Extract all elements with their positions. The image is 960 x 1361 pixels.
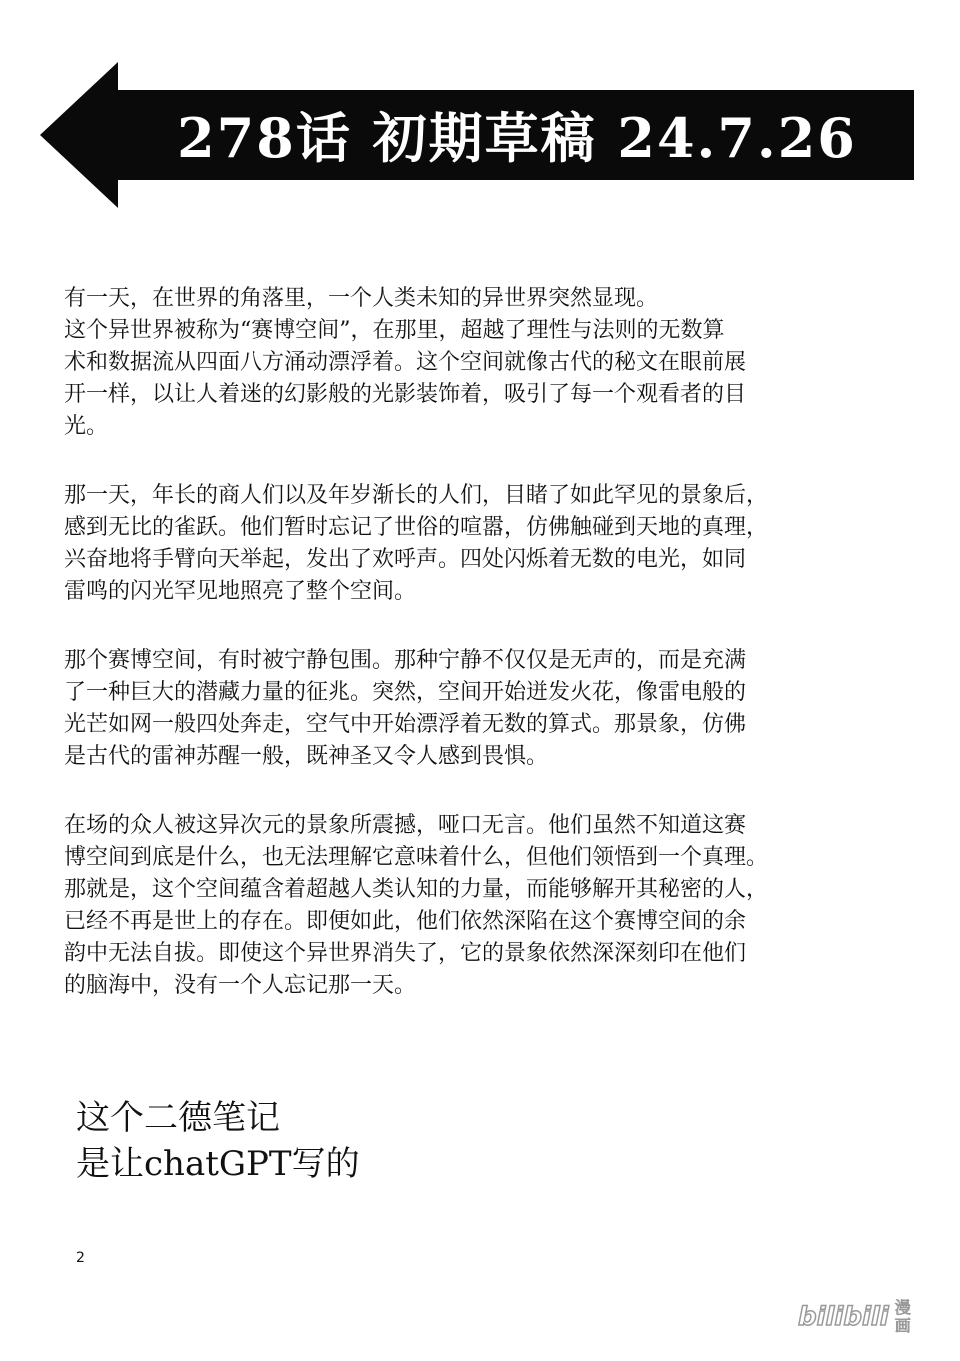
- paragraph-1: [64, 283, 894, 443]
- bilibili-logo-icon: bilibili: [798, 1302, 889, 1332]
- author-note: [76, 1095, 360, 1187]
- text-line: 那就是，这个空间蕴含着超越人类认知的力量，而能够解开其秘密的人，: [64, 877, 769, 902]
- watermark-char: 漫: [894, 1298, 911, 1317]
- text-line: 已经不再是世上的存在。即便如此，他们依然深陷在这个赛博空间的余: [64, 909, 747, 934]
- page-title: 278话 初期草稿 24.7.26: [177, 105, 857, 170]
- text-line: 术和数据流从四面八方涌动漂浮着。这个空间就像古代的秘文在眼前展: [64, 350, 747, 375]
- paragraph-4: [64, 810, 894, 1002]
- text-line: 这个异世界被称为“赛博空间”，在那里，超越了理性与法则的无数算: [64, 318, 725, 343]
- text-line: 兴奋地将手臂向天举起，发出了欢呼声。四处闪烁着无数的电光，如同: [64, 547, 747, 572]
- paragraph-3: [64, 645, 894, 773]
- text-line: 有一天，在世界的角落里，一个人类未知的异世界突然显现。: [64, 286, 659, 311]
- bilibili-watermark: [798, 1290, 938, 1344]
- text-line: 那一天，年长的商人们以及年岁渐长的人们，目睹了如此罕见的景象后，: [64, 483, 769, 508]
- watermark-char: 画: [894, 1316, 911, 1335]
- text-line: 了一种巨大的潜藏力量的征兆。突然，空间开始迸发火花，像雷电般的: [64, 680, 747, 705]
- text-line: 韵中无法自拔。即使这个异世界消失了，它的景象依然深深刻印在他们: [64, 941, 747, 966]
- story-text: [64, 283, 894, 1039]
- text-line: 雷鸣的闪光罕见地照亮了整个空间。: [64, 579, 417, 604]
- text-line: 光芒如网一般四处奔走，空气中开始漂浮着无数的算式。那景象，仿佛: [64, 712, 747, 737]
- paragraph-2: [64, 480, 894, 608]
- text-line: 在场的众人被这异次元的景象所震撼，哑口无言。他们虽然不知道这赛: [64, 813, 747, 838]
- text-line: 开一样，以让人着迷的幻影般的光影装饰着，吸引了每一个观看者的目: [64, 382, 747, 407]
- text-line: 光。: [64, 414, 109, 439]
- text-line: 是古代的雷神苏醒一般，既神圣又令人感到畏惧。: [64, 744, 549, 769]
- text-line: 的脑海中，没有一个人忘记那一天。: [64, 973, 417, 998]
- page-number: 2: [76, 1250, 85, 1266]
- watermark-manga-label: [895, 1299, 911, 1335]
- text-line: 博空间到底是什么，也无法理解它意味着什么，但他们领悟到一个真理。: [64, 845, 769, 870]
- author-note-line-2: 是让chatGPT写的: [76, 1144, 360, 1184]
- header-arrow-banner: [40, 62, 920, 208]
- author-note-line-1: 这个二德笔记: [76, 1098, 280, 1138]
- text-line: 那个赛博空间，有时被宁静包围。那种宁静不仅仅是无声的，而是充满: [64, 648, 747, 673]
- text-line: 感到无比的雀跃。他们暂时忘记了世俗的喧嚣，仿佛触碰到天地的真理，: [64, 515, 769, 540]
